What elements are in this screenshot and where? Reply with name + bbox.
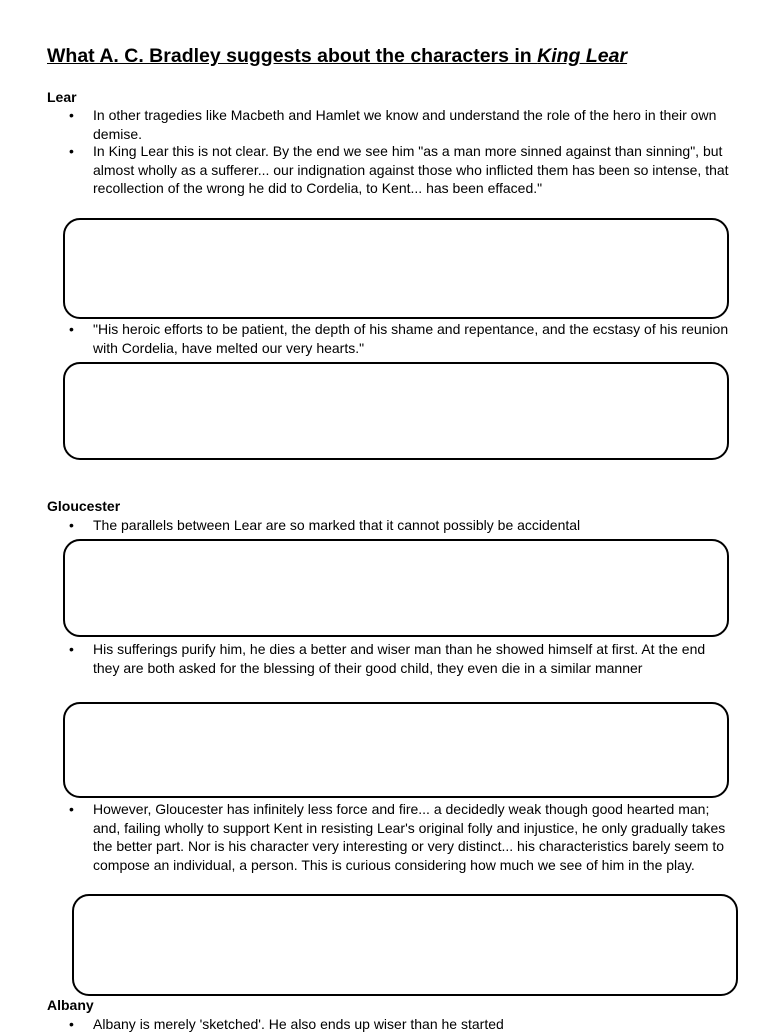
lear-answer-box-2[interactable]: [63, 362, 729, 460]
gloucester-bullet-2: • His sufferings purify him, he dies a better and wiser man than he showed himself at first. At the end they are both asked for the blessing of their good child, they even die in a similar manner: [93, 640, 733, 677]
gloucester-bullet-1: • The parallels between Lear are so marked that it cannot possibly be accidental: [93, 516, 733, 535]
section-heading-albany: Albany: [47, 997, 94, 1013]
title-text: What A. C. Bradley suggests about the characters in: [47, 45, 538, 67]
gloucester-bullet-3: • However, Gloucester has infinitely less force and fire... a decidedly weak though good hearted man; and, failing wholly to support Kent in resisting Lear's original folly and injustice, he only gradually takes the better part. Nor is his character very interesting or very distinct... his characteristics barely seem to compose an individual, a person. This is curious considering how much we see of him in the play.: [93, 800, 733, 874]
title-play-name: King Lear: [537, 45, 628, 67]
albany-bullet-1: • Albany is merely 'sketched'. He also ends up wiser than he started: [93, 1015, 733, 1034]
section-heading-gloucester: Gloucester: [47, 498, 121, 514]
lear-bullet-1: • In other tragedies like Macbeth and Hamlet we know and understand the role of the hero in their own demise.: [93, 106, 733, 143]
gloucester-answer-box-3[interactable]: [72, 894, 738, 996]
gloucester-answer-box-1[interactable]: [63, 539, 729, 637]
lear-bullet-2: • In King Lear this is not clear. By the end we see him "as a man more sinned against than sinning", but almost wholly as a sufferer... our indignation against those who inflicted them has been so intense, that recollection of the wrong he did to Cordelia, to Kent... has been effaced.": [93, 142, 733, 198]
lear-answer-box-1[interactable]: [63, 218, 729, 319]
page-title: [47, 45, 627, 68]
lear-bullet-3: • "His heroic efforts to be patient, the depth of his shame and repentance, and the ecstasy of his reunion with Cordelia, have melted our very hearts.": [93, 320, 733, 357]
section-heading-lear: Lear: [47, 89, 77, 105]
gloucester-answer-box-2[interactable]: [63, 702, 729, 798]
